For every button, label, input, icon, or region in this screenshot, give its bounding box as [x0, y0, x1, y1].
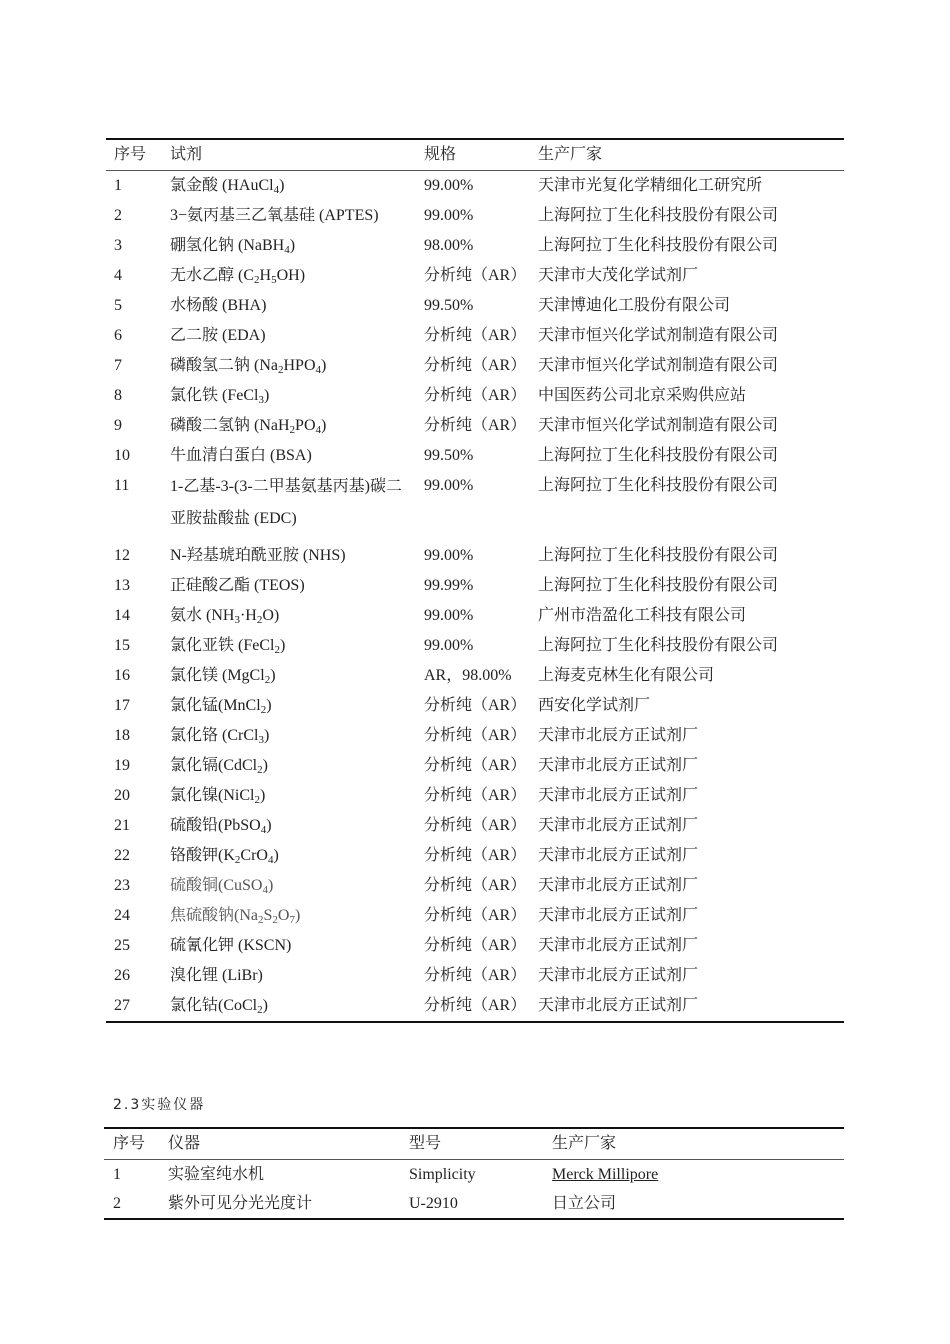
formula-subscript: 2 [289, 424, 296, 436]
reagent-name-part: ) [294, 907, 301, 924]
reagent-no: 16 [114, 667, 130, 684]
reagent-name-part: 正硅酸乙酯 (TEOS) [170, 577, 305, 594]
reagent-no: 10 [114, 447, 130, 464]
reagent-spec: 分析纯（AR） [424, 327, 527, 344]
reagent-maker: 天津市北辰方正试剂厂 [538, 817, 699, 834]
reagent-no: 1 [114, 177, 122, 194]
reagent-name-part: S [263, 907, 273, 924]
formula-subscript: 3 [258, 734, 264, 746]
reagent-no: 20 [114, 787, 130, 804]
instrument-no: 1 [113, 1166, 121, 1183]
reagent-maker: 广州市浩盈化工科技有限公司 [538, 607, 747, 624]
instrument-name: 实验室纯水机 [168, 1166, 265, 1183]
reagent-name-part: ) [289, 237, 296, 254]
reagent-no: 2 [114, 207, 122, 224]
reagent-name-part: ) [262, 757, 268, 774]
reagent-name-part: ) [262, 997, 268, 1014]
table-row [106, 261, 844, 291]
reagent-name-part: H [259, 267, 272, 284]
instruments-table-body [104, 1160, 844, 1218]
reagent-name-part: 乙二胺 (EDA) [170, 327, 266, 344]
table-row [106, 321, 844, 351]
formula-subscript: 2 [254, 274, 260, 286]
reagent-name [170, 411, 326, 441]
reagent-no: 14 [114, 607, 130, 624]
reagent-spec: 分析纯（AR） [424, 997, 527, 1014]
reagent-no: 12 [114, 547, 130, 564]
reagent-spec: 分析纯（AR） [424, 697, 527, 714]
formula-subscript: 2 [278, 364, 284, 376]
reagent-name-part: OH) [276, 267, 306, 284]
table-row [106, 811, 844, 841]
reagent-spec: 99.00% [424, 177, 474, 194]
table-row [106, 201, 844, 231]
reagent-name-part: 铬酸钾(K [170, 847, 235, 864]
reagent-maker: 天津市北辰方正试剂厂 [538, 937, 699, 954]
formula-subscript: 3 [234, 614, 240, 626]
reagent-name-part: 氯化铬 (CrCl [170, 727, 259, 744]
header-instrument: 仪器 [168, 1135, 201, 1152]
table-row [106, 351, 844, 381]
header-no: 序号 [113, 1135, 146, 1152]
reagent-name-part: 氯化铁 (FeCl [170, 387, 259, 404]
reagent-name [170, 751, 268, 781]
table-row [106, 991, 844, 1021]
reagent-spec: 99.00% [424, 477, 474, 494]
reagent-name [170, 441, 312, 471]
reagent-no: 21 [114, 817, 130, 834]
table-row [106, 841, 844, 871]
reagent-name-part: HPO [283, 357, 316, 374]
reagent-no: 9 [114, 417, 122, 434]
reagent-maker: 天津市北辰方正试剂厂 [538, 907, 699, 924]
header-spec: 规格 [424, 146, 457, 163]
reagent-name-part: ) [263, 387, 270, 404]
reagent-name-part: 氯化亚铁 (FeCl [170, 637, 275, 654]
table-row [104, 1189, 844, 1218]
reagent-maker: 上海阿拉丁生化科技股份有限公司 [538, 447, 779, 464]
reagent-spec: 分析纯（AR） [424, 357, 527, 374]
reagent-maker: 中国医药公司北京采购供应站 [538, 387, 747, 404]
reagents-table-body [106, 171, 844, 1021]
section-caption: 2.3实验仪器 [113, 1097, 206, 1113]
reagent-spec: 分析纯（AR） [424, 937, 527, 954]
header-model: 型号 [409, 1135, 442, 1152]
formula-subscript: 4 [315, 424, 321, 436]
formula-subscript: 2 [260, 704, 267, 716]
reagent-name [170, 901, 300, 931]
reagent-spec: 分析纯（AR） [424, 727, 527, 744]
reagent-name [170, 381, 269, 411]
reagent-name-part: 硫氰化钾 (KSCN) [170, 937, 292, 954]
reagent-no: 18 [114, 727, 130, 744]
formula-subscript: 2 [234, 854, 241, 866]
formula-subscript: 2 [257, 1004, 263, 1016]
instrument-maker: 日立公司 [552, 1195, 617, 1212]
reagent-no: 26 [114, 967, 130, 984]
reagent-maker: 天津市北辰方正试剂厂 [538, 877, 699, 894]
table-row [104, 1160, 844, 1189]
reagent-name-part: 硫酸铜(CuSO [170, 877, 263, 894]
reagent-name-part: O) [262, 607, 280, 624]
reagent-name-part: 3−氨丙基三乙氧基硅 (APTES) [170, 207, 379, 224]
reagent-name-part: O [277, 907, 290, 924]
reagent-name-part: ·H [239, 607, 257, 624]
table-row [106, 171, 844, 201]
reagent-spec: 99.00% [424, 607, 474, 624]
reagent-name-part: 氯化镁 (MgCl [170, 667, 265, 684]
reagent-no: 13 [114, 577, 130, 594]
reagent-no: 6 [114, 327, 122, 344]
reagent-no: 8 [114, 387, 122, 404]
reagent-maker: 天津市北辰方正试剂厂 [538, 967, 699, 984]
reagent-name-part: ) [259, 787, 266, 804]
reagents-table [106, 138, 844, 1023]
reagent-spec: 99.00% [424, 547, 474, 564]
reagent-name-part: 氯化钴(CoCl [170, 997, 258, 1014]
table-row [106, 631, 844, 661]
reagent-name-part: PO [295, 417, 316, 434]
table-row [106, 961, 844, 991]
header-no: 序号 [114, 146, 147, 163]
reagent-name-part: ) [279, 637, 286, 654]
table-row [106, 471, 844, 541]
formula-subscript: 5 [271, 274, 277, 286]
instrument-model: Simplicity [409, 1166, 476, 1183]
header-maker: 生产厂家 [552, 1135, 617, 1152]
reagent-name-part: CrO [240, 847, 268, 864]
reagent-name [170, 471, 414, 535]
reagent-name-part: 氯金酸 (HAuCl [170, 177, 274, 194]
reagent-name [170, 201, 379, 231]
table-row [106, 751, 844, 781]
instrument-model: U-2910 [409, 1195, 458, 1212]
formula-subscript: 2 [264, 674, 271, 686]
formula-subscript: 3 [258, 394, 264, 406]
reagent-maker: 上海麦克林生化有限公司 [538, 667, 715, 684]
reagent-spec: 99.00% [424, 207, 474, 224]
reagent-maker: 天津市恒兴化学试剂制造有限公司 [538, 357, 779, 374]
reagent-maker: 上海阿拉丁生化科技股份有限公司 [538, 237, 779, 254]
header-maker: 生产厂家 [538, 146, 603, 163]
reagent-name-part: ) [266, 817, 272, 834]
reagent-name [170, 321, 266, 351]
reagent-maker: 天津市北辰方正试剂厂 [538, 757, 699, 774]
instruments-table [104, 1127, 844, 1220]
reagent-spec: 98.00% [424, 237, 474, 254]
reagent-name-part: ) [263, 727, 270, 744]
reagent-spec: 分析纯（AR） [424, 267, 527, 284]
table-row [106, 441, 844, 471]
reagent-name [170, 541, 346, 571]
formula-subscript: 2 [256, 614, 263, 626]
reagent-no: 3 [114, 237, 122, 254]
table-row [106, 601, 844, 631]
reagent-maker: 上海阿拉丁生化科技股份有限公司 [538, 547, 779, 564]
reagent-name-part: 氯化镍(NiCl [170, 787, 255, 804]
reagent-name [170, 841, 279, 871]
reagent-spec: 分析纯（AR） [424, 387, 527, 404]
reagent-spec: 分析纯（AR） [424, 417, 527, 434]
reagent-no: 23 [114, 877, 130, 894]
reagent-name [170, 601, 279, 631]
reagent-spec: 分析纯（AR） [424, 877, 527, 894]
table-row [106, 721, 844, 751]
reagent-spec: 99.50% [424, 297, 474, 314]
reagent-name [170, 661, 276, 691]
reagent-name-part: 氨水 (NH [170, 607, 235, 624]
reagent-spec: 分析纯（AR） [424, 847, 527, 864]
reagent-name-part: 硫酸铅(PbSO [170, 817, 261, 834]
formula-subscript: 2 [274, 644, 280, 656]
reagent-maker: 天津市恒兴化学试剂制造有限公司 [538, 417, 779, 434]
reagent-name-part: 无水乙醇 (C [170, 267, 255, 284]
reagent-no: 17 [114, 697, 130, 714]
reagent-name [170, 261, 305, 291]
table-row [106, 871, 844, 901]
reagent-name-part: ) [321, 357, 327, 374]
reagent-no: 15 [114, 637, 130, 654]
reagent-maker: 天津市北辰方正试剂厂 [538, 997, 699, 1014]
formula-subscript: 2 [257, 764, 263, 776]
table-row [106, 231, 844, 261]
reagent-name-part: 硼氢化钠 (NaBH [170, 237, 285, 254]
reagent-no: 4 [114, 267, 122, 284]
reagent-name-part: ) [321, 417, 327, 434]
reagent-name-part: ) [270, 667, 276, 684]
reagent-no: 24 [114, 907, 130, 924]
reagent-spec: 分析纯（AR） [424, 907, 527, 924]
reagent-name [170, 291, 266, 321]
reagent-name-part: ) [273, 847, 279, 864]
reagent-name-part: ) [266, 697, 272, 714]
reagent-name [170, 351, 326, 381]
reagent-name-part: 1-乙基-3-(3-二甲基氨基丙基)碳二亚胺盐酸盐 (EDC) [170, 478, 402, 527]
reagent-maker: 天津市北辰方正试剂厂 [538, 787, 699, 804]
reagent-name-part: 牛血清白蛋白 (BSA) [170, 447, 312, 464]
formula-subscript: 2 [272, 914, 278, 926]
table-row [106, 931, 844, 961]
maker-link[interactable]: Merck Millipore [552, 1166, 659, 1183]
formula-subscript: 2 [254, 794, 260, 806]
reagent-maker: 天津市北辰方正试剂厂 [538, 727, 699, 744]
formula-subscript: 4 [267, 854, 274, 866]
reagent-maker: 天津市大茂化学试剂厂 [538, 267, 699, 284]
reagent-name-part: N-羟基琥珀酰亚胺 (NHS) [170, 547, 346, 564]
formula-subscript: 2 [258, 914, 264, 926]
reagent-spec: 分析纯（AR） [424, 757, 527, 774]
reagent-maker: 天津市北辰方正试剂厂 [538, 847, 699, 864]
reagent-no: 27 [114, 997, 130, 1014]
table-row [106, 381, 844, 411]
reagent-maker: 天津市恒兴化学试剂制造有限公司 [538, 327, 779, 344]
reagent-name [170, 721, 269, 751]
reagent-name [170, 961, 263, 991]
formula-subscript: 4 [273, 184, 280, 196]
reagent-name [170, 171, 284, 201]
reagent-name-part: 氯化锰(MnCl [170, 697, 261, 714]
reagent-name [170, 571, 305, 601]
reagent-no: 11 [114, 477, 130, 494]
reagent-name-part: 水杨酸 (BHA) [170, 297, 267, 314]
formula-subscript: 4 [284, 244, 290, 256]
reagent-spec: AR，98.00% [424, 667, 512, 684]
reagent-no: 25 [114, 937, 130, 954]
reagent-name [170, 871, 273, 901]
reagent-name [170, 781, 265, 811]
reagent-spec: 分析纯（AR） [424, 967, 527, 984]
formula-subscript: 4 [262, 884, 268, 896]
reagent-name [170, 991, 268, 1021]
table-row [106, 541, 844, 571]
reagent-spec: 99.00% [424, 637, 474, 654]
table-row [106, 691, 844, 721]
reagent-spec: 分析纯（AR） [424, 787, 527, 804]
reagent-name-part: 氯化镉(CdCl [170, 757, 258, 774]
reagent-maker: 天津博迪化工股份有限公司 [538, 297, 731, 314]
reagent-maker: 上海阿拉丁生化科技股份有限公司 [538, 577, 779, 594]
table-row [106, 901, 844, 931]
reagent-maker: 上海阿拉丁生化科技股份有限公司 [538, 207, 779, 224]
reagent-name [170, 231, 295, 261]
reagent-no: 7 [114, 357, 122, 374]
formula-subscript: 7 [289, 914, 295, 926]
reagent-no: 22 [114, 847, 130, 864]
reagent-name-part: 焦硫酸钠(Na [170, 907, 258, 924]
header-reagent: 试剂 [170, 146, 203, 163]
table-row [106, 571, 844, 601]
reagent-no: 5 [114, 297, 122, 314]
instrument-name: 紫外可见分光光度计 [168, 1195, 313, 1212]
formula-subscript: 4 [260, 824, 267, 836]
reagent-name-part: 磷酸氢二钠 (Na [170, 357, 278, 374]
reagent-maker: 西安化学试剂厂 [538, 697, 651, 714]
instrument-no: 2 [113, 1195, 121, 1212]
reagent-name-part: 磷酸二氢钠 (NaH [170, 417, 290, 434]
reagent-name-part: 溴化锂 (LiBr) [170, 967, 263, 984]
reagent-spec: 分析纯（AR） [424, 817, 527, 834]
reagent-spec: 99.50% [424, 447, 474, 464]
reagent-maker: 上海阿拉丁生化科技股份有限公司 [538, 637, 779, 654]
reagent-name [170, 691, 272, 721]
reagent-name [170, 631, 285, 661]
table-row [106, 411, 844, 441]
reagent-no: 19 [114, 757, 130, 774]
table-row [106, 661, 844, 691]
reagent-spec: 99.99% [424, 577, 474, 594]
reagent-name [170, 931, 291, 961]
table-row [106, 291, 844, 321]
formula-subscript: 4 [315, 364, 322, 376]
reagent-maker: 上海阿拉丁生化科技股份有限公司 [538, 477, 779, 494]
reagent-name-part: ) [267, 877, 274, 894]
reagents-table-header [106, 140, 844, 171]
reagent-maker: 天津市光复化学精细化工研究所 [538, 177, 763, 194]
reagent-name [170, 811, 272, 841]
instruments-table-header [104, 1129, 844, 1160]
table-row [106, 781, 844, 811]
reagent-name-part: ) [279, 177, 285, 194]
